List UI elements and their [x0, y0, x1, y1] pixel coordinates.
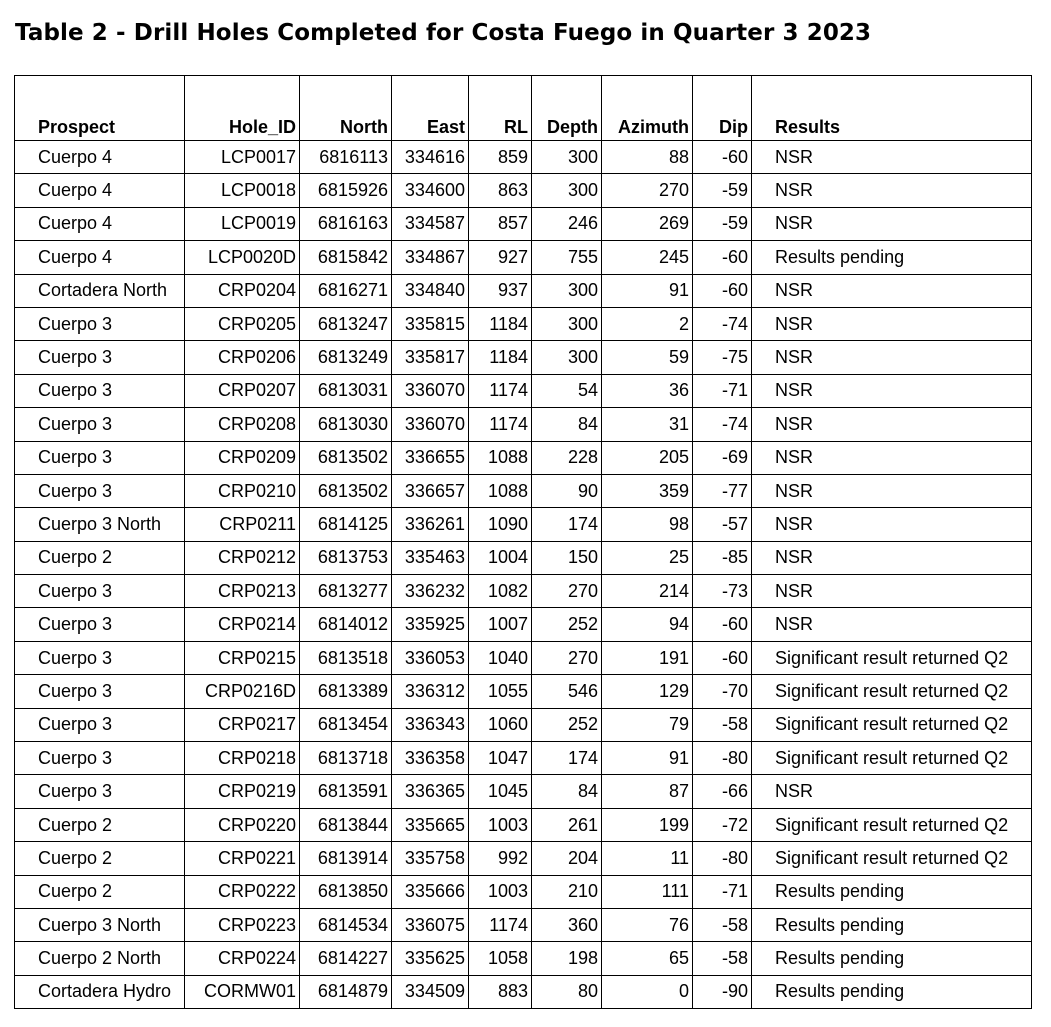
cell-hole-id: LCP0020D: [185, 241, 300, 274]
cell-azimuth: 65: [602, 942, 693, 975]
cell-prospect: Cuerpo 3: [15, 374, 185, 407]
cell-east: 335463: [392, 541, 469, 574]
cell-dip: -60: [693, 608, 752, 641]
cell-results: Significant result returned Q2: [752, 708, 1032, 741]
cell-azimuth: 205: [602, 441, 693, 474]
drill-holes-table: [14, 75, 1032, 1009]
cell-hole-id: CRP0209: [185, 441, 300, 474]
cell-east: 336655: [392, 441, 469, 474]
cell-east: 336261: [392, 508, 469, 541]
cell-results: Significant result returned Q2: [752, 641, 1032, 674]
table-row: [15, 975, 1032, 1008]
cell-east: 335665: [392, 808, 469, 841]
cell-rl: 1174: [469, 374, 532, 407]
cell-rl: 859: [469, 141, 532, 174]
cell-hole-id: CRP0205: [185, 307, 300, 340]
cell-east: 335815: [392, 307, 469, 340]
cell-depth: 246: [532, 207, 602, 240]
table-row: [15, 942, 1032, 975]
cell-north: 6813277: [300, 575, 392, 608]
cell-north: 6813031: [300, 374, 392, 407]
table-row: [15, 675, 1032, 708]
cell-prospect: Cuerpo 2: [15, 541, 185, 574]
cell-north: 6813249: [300, 341, 392, 374]
cell-rl: 937: [469, 274, 532, 307]
cell-east: 334867: [392, 241, 469, 274]
cell-hole-id: LCP0019: [185, 207, 300, 240]
cell-depth: 270: [532, 575, 602, 608]
cell-hole-id: CRP0207: [185, 374, 300, 407]
cell-azimuth: 129: [602, 675, 693, 708]
cell-azimuth: 269: [602, 207, 693, 240]
cell-east: 336070: [392, 374, 469, 407]
cell-depth: 90: [532, 474, 602, 507]
cell-depth: 300: [532, 307, 602, 340]
cell-dip: -70: [693, 675, 752, 708]
cell-prospect: Cuerpo 2: [15, 808, 185, 841]
cell-rl: 1174: [469, 908, 532, 941]
cell-azimuth: 36: [602, 374, 693, 407]
cell-north: 6813844: [300, 808, 392, 841]
cell-north: 6813850: [300, 875, 392, 908]
col-header-azimuth: Azimuth: [602, 76, 693, 141]
cell-north: 6813247: [300, 307, 392, 340]
table-row: [15, 875, 1032, 908]
col-header-hole-id: Hole_ID: [185, 76, 300, 141]
cell-rl: 1003: [469, 875, 532, 908]
table-row: [15, 274, 1032, 307]
cell-depth: 204: [532, 842, 602, 875]
cell-depth: 174: [532, 742, 602, 775]
cell-north: 6813389: [300, 675, 392, 708]
cell-depth: 228: [532, 441, 602, 474]
cell-rl: 1090: [469, 508, 532, 541]
cell-rl: 1047: [469, 742, 532, 775]
cell-dip: -75: [693, 341, 752, 374]
table-row: [15, 842, 1032, 875]
cell-depth: 300: [532, 174, 602, 207]
cell-results: NSR: [752, 508, 1032, 541]
cell-results: NSR: [752, 408, 1032, 441]
cell-prospect: Cuerpo 3: [15, 575, 185, 608]
cell-rl: 857: [469, 207, 532, 240]
table-row: [15, 241, 1032, 274]
cell-east: 336365: [392, 775, 469, 808]
cell-dip: -57: [693, 508, 752, 541]
cell-dip: -59: [693, 207, 752, 240]
cell-east: 334509: [392, 975, 469, 1008]
cell-dip: -71: [693, 374, 752, 407]
cell-azimuth: 25: [602, 541, 693, 574]
table-row: [15, 641, 1032, 674]
cell-dip: -69: [693, 441, 752, 474]
cell-prospect: Cuerpo 3: [15, 742, 185, 775]
cell-depth: 360: [532, 908, 602, 941]
cell-dip: -71: [693, 875, 752, 908]
table-row: [15, 575, 1032, 608]
table-row: [15, 775, 1032, 808]
cell-dip: -66: [693, 775, 752, 808]
cell-east: 336657: [392, 474, 469, 507]
cell-depth: 252: [532, 708, 602, 741]
cell-east: 334600: [392, 174, 469, 207]
cell-north: 6813914: [300, 842, 392, 875]
table-row: [15, 207, 1032, 240]
cell-rl: 1184: [469, 341, 532, 374]
cell-hole-id: CRP0212: [185, 541, 300, 574]
cell-prospect: Cuerpo 2 North: [15, 942, 185, 975]
cell-north: 6813718: [300, 742, 392, 775]
cell-prospect: Cuerpo 3: [15, 775, 185, 808]
cell-east: 336075: [392, 908, 469, 941]
cell-north: 6814012: [300, 608, 392, 641]
cell-hole-id: CRP0214: [185, 608, 300, 641]
cell-north: 6815842: [300, 241, 392, 274]
cell-hole-id: CORMW01: [185, 975, 300, 1008]
cell-results: NSR: [752, 608, 1032, 641]
cell-dip: -77: [693, 474, 752, 507]
cell-dip: -60: [693, 641, 752, 674]
table-row: [15, 908, 1032, 941]
cell-depth: 150: [532, 541, 602, 574]
cell-rl: 927: [469, 241, 532, 274]
cell-depth: 198: [532, 942, 602, 975]
cell-prospect: Cuerpo 3: [15, 441, 185, 474]
cell-depth: 300: [532, 141, 602, 174]
cell-north: 6814879: [300, 975, 392, 1008]
cell-prospect: Cuerpo 3: [15, 675, 185, 708]
cell-east: 336312: [392, 675, 469, 708]
table-row: [15, 307, 1032, 340]
cell-prospect: Cortadera Hydro: [15, 975, 185, 1008]
cell-prospect: Cuerpo 3: [15, 341, 185, 374]
cell-azimuth: 214: [602, 575, 693, 608]
cell-prospect: Cuerpo 3: [15, 608, 185, 641]
cell-prospect: Cuerpo 4: [15, 174, 185, 207]
cell-east: 335817: [392, 341, 469, 374]
cell-rl: 992: [469, 842, 532, 875]
cell-east: 334616: [392, 141, 469, 174]
cell-east: 336053: [392, 641, 469, 674]
cell-azimuth: 359: [602, 474, 693, 507]
cell-north: 6816163: [300, 207, 392, 240]
cell-rl: 1088: [469, 474, 532, 507]
cell-north: 6813030: [300, 408, 392, 441]
cell-results: NSR: [752, 575, 1032, 608]
cell-prospect: Cuerpo 2: [15, 842, 185, 875]
cell-azimuth: 79: [602, 708, 693, 741]
cell-north: 6813502: [300, 474, 392, 507]
table-row: [15, 541, 1032, 574]
table-row: [15, 441, 1032, 474]
cell-azimuth: 270: [602, 174, 693, 207]
cell-hole-id: CRP0216D: [185, 675, 300, 708]
cell-dip: -72: [693, 808, 752, 841]
cell-north: 6813454: [300, 708, 392, 741]
cell-results: NSR: [752, 441, 1032, 474]
cell-dip: -60: [693, 141, 752, 174]
table-row: [15, 508, 1032, 541]
cell-hole-id: LCP0017: [185, 141, 300, 174]
cell-depth: 84: [532, 775, 602, 808]
cell-results: Results pending: [752, 875, 1032, 908]
cell-depth: 300: [532, 341, 602, 374]
table-row: [15, 174, 1032, 207]
col-header-results: Results: [752, 76, 1032, 141]
table-row: [15, 341, 1032, 374]
cell-depth: 252: [532, 608, 602, 641]
cell-prospect: Cuerpo 3: [15, 474, 185, 507]
cell-depth: 80: [532, 975, 602, 1008]
cell-dip: -90: [693, 975, 752, 1008]
col-header-prospect: Prospect: [15, 76, 185, 141]
cell-results: Results pending: [752, 241, 1032, 274]
table-row: [15, 141, 1032, 174]
cell-rl: 1007: [469, 608, 532, 641]
cell-depth: 261: [532, 808, 602, 841]
cell-results: Results pending: [752, 908, 1032, 941]
cell-results: NSR: [752, 207, 1032, 240]
cell-hole-id: CRP0211: [185, 508, 300, 541]
cell-rl: 1184: [469, 307, 532, 340]
cell-east: 335758: [392, 842, 469, 875]
cell-azimuth: 88: [602, 141, 693, 174]
cell-north: 6813591: [300, 775, 392, 808]
cell-azimuth: 98: [602, 508, 693, 541]
cell-prospect: Cuerpo 4: [15, 207, 185, 240]
cell-hole-id: CRP0217: [185, 708, 300, 741]
cell-results: NSR: [752, 541, 1032, 574]
cell-north: 6814227: [300, 942, 392, 975]
cell-rl: 863: [469, 174, 532, 207]
cell-depth: 270: [532, 641, 602, 674]
cell-dip: -80: [693, 842, 752, 875]
table-row: [15, 742, 1032, 775]
table-row: [15, 374, 1032, 407]
cell-hole-id: CRP0210: [185, 474, 300, 507]
cell-prospect: Cuerpo 3 North: [15, 908, 185, 941]
cell-azimuth: 31: [602, 408, 693, 441]
table-row: [15, 608, 1032, 641]
cell-prospect: Cortadera North: [15, 274, 185, 307]
cell-azimuth: 87: [602, 775, 693, 808]
cell-prospect: Cuerpo 4: [15, 241, 185, 274]
cell-north: 6816271: [300, 274, 392, 307]
cell-azimuth: 2: [602, 307, 693, 340]
cell-depth: 755: [532, 241, 602, 274]
cell-east: 335666: [392, 875, 469, 908]
cell-results: Significant result returned Q2: [752, 842, 1032, 875]
cell-rl: 1040: [469, 641, 532, 674]
cell-azimuth: 11: [602, 842, 693, 875]
cell-results: NSR: [752, 274, 1032, 307]
cell-results: Significant result returned Q2: [752, 742, 1032, 775]
cell-rl: 1082: [469, 575, 532, 608]
cell-north: 6814534: [300, 908, 392, 941]
cell-rl: 883: [469, 975, 532, 1008]
table-row: [15, 408, 1032, 441]
cell-depth: 54: [532, 374, 602, 407]
cell-dip: -60: [693, 241, 752, 274]
cell-results: NSR: [752, 141, 1032, 174]
table-title: Table 2 - Drill Holes Completed for Costa Fuego in Quarter 3 2023: [15, 20, 872, 46]
cell-azimuth: 111: [602, 875, 693, 908]
cell-east: 334840: [392, 274, 469, 307]
cell-hole-id: CRP0218: [185, 742, 300, 775]
cell-azimuth: 59: [602, 341, 693, 374]
cell-north: 6816113: [300, 141, 392, 174]
header-row: [15, 76, 1032, 141]
cell-hole-id: CRP0204: [185, 274, 300, 307]
cell-azimuth: 0: [602, 975, 693, 1008]
cell-rl: 1088: [469, 441, 532, 474]
cell-north: 6815926: [300, 174, 392, 207]
cell-azimuth: 91: [602, 742, 693, 775]
cell-results: Significant result returned Q2: [752, 675, 1032, 708]
cell-east: 335625: [392, 942, 469, 975]
cell-north: 6813518: [300, 641, 392, 674]
cell-azimuth: 191: [602, 641, 693, 674]
cell-prospect: Cuerpo 3: [15, 307, 185, 340]
cell-rl: 1174: [469, 408, 532, 441]
cell-results: NSR: [752, 474, 1032, 507]
cell-prospect: Cuerpo 3: [15, 408, 185, 441]
col-header-dip: Dip: [693, 76, 752, 141]
cell-results: NSR: [752, 174, 1032, 207]
col-header-north: North: [300, 76, 392, 141]
col-header-rl: RL: [469, 76, 532, 141]
table-row: [15, 808, 1032, 841]
cell-dip: -74: [693, 307, 752, 340]
cell-hole-id: CRP0222: [185, 875, 300, 908]
cell-azimuth: 94: [602, 608, 693, 641]
cell-prospect: Cuerpo 4: [15, 141, 185, 174]
cell-results: Results pending: [752, 975, 1032, 1008]
cell-dip: -58: [693, 908, 752, 941]
cell-hole-id: CRP0221: [185, 842, 300, 875]
cell-east: 336070: [392, 408, 469, 441]
cell-results: NSR: [752, 307, 1032, 340]
cell-results: NSR: [752, 775, 1032, 808]
cell-rl: 1045: [469, 775, 532, 808]
cell-hole-id: CRP0213: [185, 575, 300, 608]
cell-results: Results pending: [752, 942, 1032, 975]
cell-hole-id: CRP0208: [185, 408, 300, 441]
cell-depth: 84: [532, 408, 602, 441]
cell-dip: -80: [693, 742, 752, 775]
col-header-east: East: [392, 76, 469, 141]
cell-prospect: Cuerpo 2: [15, 875, 185, 908]
cell-rl: 1004: [469, 541, 532, 574]
cell-azimuth: 245: [602, 241, 693, 274]
cell-hole-id: CRP0215: [185, 641, 300, 674]
cell-dip: -73: [693, 575, 752, 608]
cell-north: 6814125: [300, 508, 392, 541]
cell-prospect: Cuerpo 3: [15, 641, 185, 674]
table-row: [15, 708, 1032, 741]
cell-hole-id: CRP0219: [185, 775, 300, 808]
cell-dip: -85: [693, 541, 752, 574]
cell-rl: 1060: [469, 708, 532, 741]
cell-north: 6813502: [300, 441, 392, 474]
cell-depth: 210: [532, 875, 602, 908]
cell-hole-id: LCP0018: [185, 174, 300, 207]
cell-east: 336358: [392, 742, 469, 775]
cell-prospect: Cuerpo 3: [15, 708, 185, 741]
cell-prospect: Cuerpo 3 North: [15, 508, 185, 541]
cell-east: 336232: [392, 575, 469, 608]
cell-depth: 546: [532, 675, 602, 708]
table-body: [15, 141, 1032, 1009]
cell-dip: -58: [693, 708, 752, 741]
table-row: [15, 474, 1032, 507]
cell-dip: -60: [693, 274, 752, 307]
cell-east: 336343: [392, 708, 469, 741]
cell-dip: -58: [693, 942, 752, 975]
cell-depth: 300: [532, 274, 602, 307]
cell-hole-id: CRP0224: [185, 942, 300, 975]
cell-rl: 1055: [469, 675, 532, 708]
cell-results: Significant result returned Q2: [752, 808, 1032, 841]
col-header-depth: Depth: [532, 76, 602, 141]
cell-dip: -59: [693, 174, 752, 207]
cell-azimuth: 91: [602, 274, 693, 307]
cell-dip: -74: [693, 408, 752, 441]
cell-azimuth: 76: [602, 908, 693, 941]
cell-results: NSR: [752, 341, 1032, 374]
cell-results: NSR: [752, 374, 1032, 407]
cell-azimuth: 199: [602, 808, 693, 841]
cell-rl: 1003: [469, 808, 532, 841]
cell-north: 6813753: [300, 541, 392, 574]
cell-hole-id: CRP0220: [185, 808, 300, 841]
cell-depth: 174: [532, 508, 602, 541]
cell-east: 335925: [392, 608, 469, 641]
cell-rl: 1058: [469, 942, 532, 975]
cell-hole-id: CRP0223: [185, 908, 300, 941]
cell-hole-id: CRP0206: [185, 341, 300, 374]
cell-east: 334587: [392, 207, 469, 240]
